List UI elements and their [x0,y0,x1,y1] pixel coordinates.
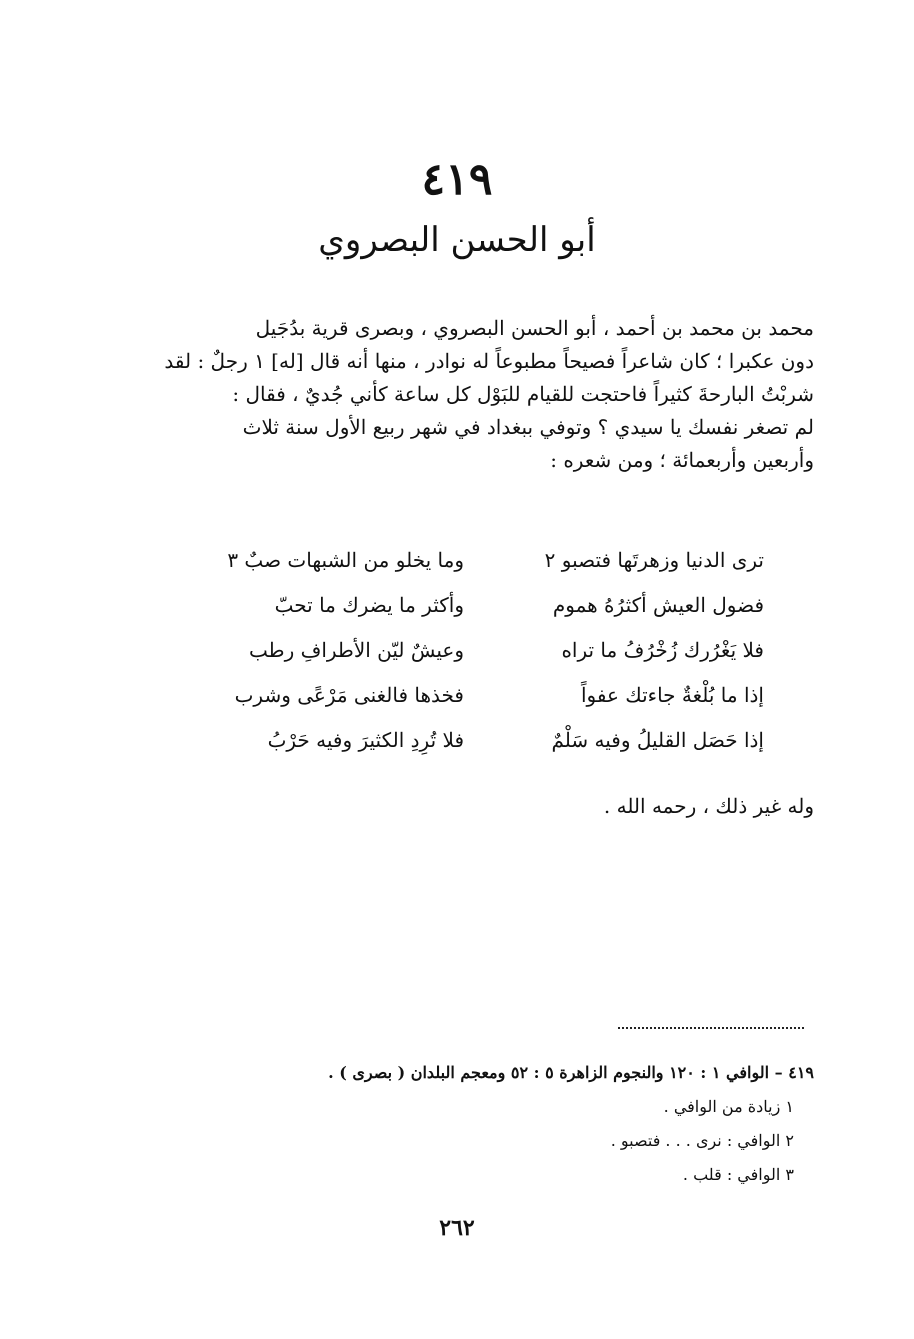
page-number: ٢٦٢ [439,1215,475,1241]
body-line: محمد بن محمد بن أحمد ، أبو الحسن البصروي ، وبصرى قرية بدُجَيل [255,316,814,340]
footnote-separator [618,1027,804,1029]
verse-first-hemistich: فضول العيش أكثرُهُ هموم [552,593,764,617]
footnotes [112,1056,814,1192]
verse-first-hemistich: فلا يَغْرُرك زُخْرُفُ ما تراه [561,638,764,662]
footnote: ١ زيادة من الوافي . [663,1097,794,1116]
verse-line [112,538,814,583]
verse-line [112,718,814,763]
footnote: ٣ الوافي : قلب . [682,1165,794,1184]
entry-title: أبو الحسن البصروي [318,220,596,260]
biography-text [112,312,814,477]
verse-first-hemistich: إذا ما بُلْغةٌ جاءتك عفواً [580,683,764,707]
verse-first-hemistich: ترى الدنيا وزهرتَها فتصبو ٢ [544,548,764,572]
verse-second-hemistich: وعيشٌ ليّن الأطرافِ رطب [249,638,464,662]
body-line: لم تصغر نفسك يا سيدي ؟ وتوفي ببغداد في شهر ربيع الأول سنة ثلاث [242,415,814,439]
entry-number: ٤١٩ [421,154,493,205]
verse-line [112,583,814,628]
verse-second-hemistich: وما يخلو من الشبهات صبٌ ٣ [227,548,464,572]
verse-second-hemistich: فلا تُرِدِ الكثيرَ وفيه حَرْبُ [267,728,464,752]
body-line: شربْتُ البارحةَ كثيراً فاحتجت للقيام للبَوْل كل ساعة كأني جُديٌ ، فقال : [232,382,814,406]
verse-second-hemistich: فخذها فالغنى مَرْعًى وشرب [234,683,464,707]
poem [112,538,814,763]
footnote: ٢ الوافي : نرى . . . فتصبو . [610,1131,794,1150]
footnote-source: ٤١٩ – الوافي ١ : ١٢٠ والنجوم الزاهرة ٥ : ٥٢ ومعجم البلدان ( بصرى ) . [328,1063,814,1082]
verse-second-hemistich: وأكثر ما يضرك ما تحبّ [274,593,464,617]
closing-line: وله غير ذلك ، رحمه الله . [603,794,814,818]
verse-line [112,673,814,718]
verse-first-hemistich: إذا حَصَل القليلُ وفيه سَلْمٌ [551,728,764,752]
verse-line [112,628,814,673]
body-line: وأربعين وأربعمائة ؛ ومن شعره : [550,448,814,472]
body-line: دون عكبرا ؛ كان شاعراً فصيحاً مطبوعاً له نوادر ، منها أنه قال [له] ١ رجلٌ : لقد [164,349,814,373]
